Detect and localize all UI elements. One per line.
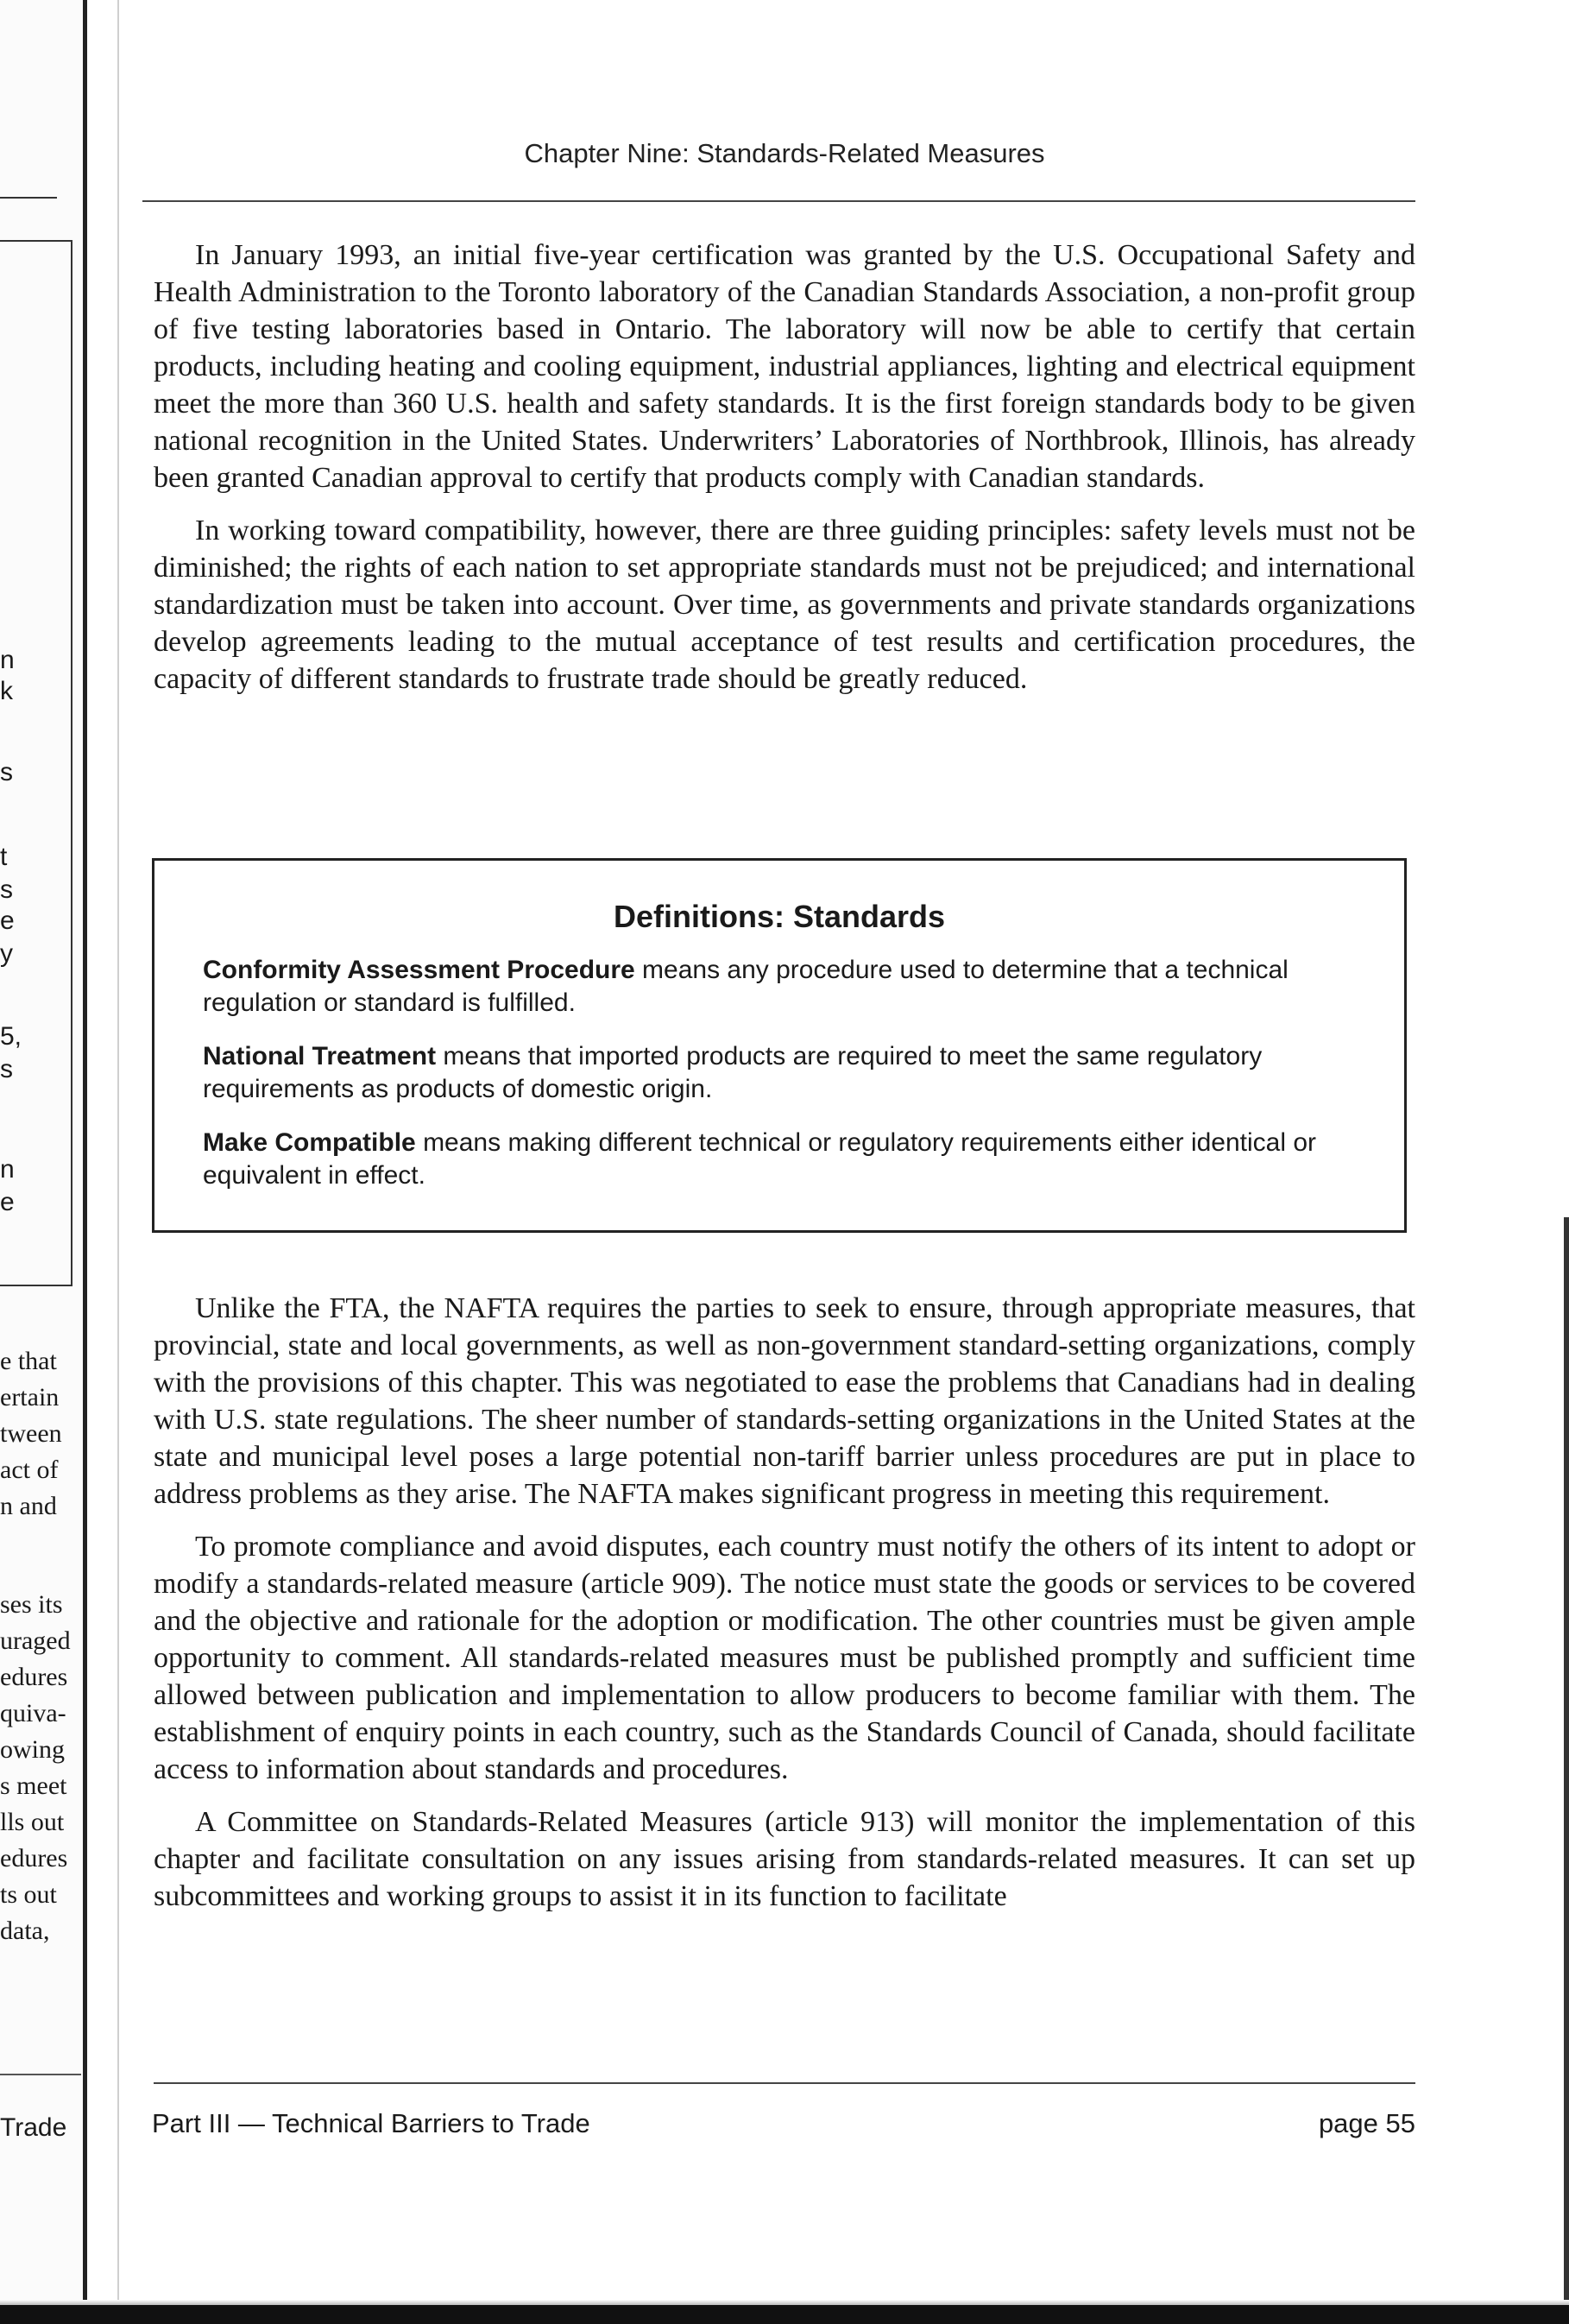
definition-text: means that imported products are required to meet the same regulatory requirements as products of domestic origin. [203, 1042, 1263, 1103]
facing-fragment: lls out [0, 1808, 65, 1836]
facing-page-rule-bottom [0, 2074, 81, 2075]
facing-fragment: s [0, 875, 13, 904]
facing-fragment: t [0, 843, 8, 871]
facing-fragment: tween [0, 1419, 62, 1448]
facing-fragment: ses its [0, 1590, 63, 1619]
facing-fragment: n [0, 646, 15, 674]
paragraph: Unlike the FTA, the NAFTA requires the parties to seek to ensure, through appropriate measures, that provincial, state and local governments, as well as non-government standard-setting organizations, comply with the provisions of this chapter. This was negotiated to ease the problems that Canadians had in dealing with U.S. state regulations. The sheer number of standards-setting organizations in the United States at the state and municipal level poses a large potential non-tariff barrier unless procedures are put in place to address problems as they arise. The NAFTA makes significant progress in meeting this requirement. [154, 1292, 1415, 1510]
facing-fragment: uraged [0, 1626, 71, 1655]
facing-fragment: s meet [0, 1771, 67, 1800]
definition-term: National Treatment [203, 1042, 437, 1070]
facing-fragment: edures [0, 1844, 68, 1872]
definitions-box [152, 858, 1407, 1233]
paragraph: In working toward compatibility, however, there are three guiding principles: safety levels must not be diminished; the rights of each nation to set appropriate standards must not be prejudiced; and international standardization must be taken into account. Over time, as governments and private standards organizations develop agreements leading to the mutual acceptance of test results and certification procedures, the capacity of different standards to frustrate trade should be greatly reduced. [154, 515, 1415, 695]
definition-term: Conformity Assessment Procedure [203, 956, 635, 984]
facing-fragment: ertain [0, 1383, 60, 1411]
facing-fragment: s [0, 758, 13, 786]
facing-fragment: s [0, 1055, 13, 1083]
definition-text: means any procedure used to determine that a technical regulation or standard is fulfilled. [203, 956, 1289, 1017]
facing-fragment: n and [0, 1492, 57, 1520]
definition-item [203, 1127, 1361, 1192]
facing-fragment: quiva- [0, 1699, 66, 1727]
facing-fragment: n [0, 1155, 15, 1184]
facing-fragment: e [0, 1188, 15, 1216]
facing-fragment: data, [0, 1917, 50, 1945]
facing-fragment: Trade [0, 2113, 67, 2142]
facing-fragment: edures [0, 1663, 68, 1691]
facing-fragment: ts out [0, 1880, 57, 1909]
paragraph: A Committee on Standards-Related Measures (article 913) will monitor the implementation of this chapter and facilitate consultation on any issues arising from standards-related measures. It can set up subcommittees and working groups to assist it in its function to facilitate [154, 1806, 1415, 1912]
definition-item [203, 954, 1361, 1020]
facing-fragment: k [0, 677, 13, 705]
facing-fragment: 5, [0, 1022, 22, 1051]
body-text-bottom [154, 1290, 1415, 1915]
paragraph: In January 1993, an initial five-year certification was granted by the U.S. Occupational Safety and Health Administration to the Toronto laboratory of the Canadian Standards Association, a non-profit group of five testing laboratories based in Ontario. The laboratory will now be able to certify that certain products, including heating and cooling equipment, industrial appliances, lighting and electrical equipment meet the more than 360 U.S. health and safety standards. It is the first foreign standards body to be given national recognition in the United States. Underwriters’ Laboratories of Northbrook, Illinois, has already been granted Canadian approval to certify that products comply with Canadian standards. [154, 239, 1415, 494]
facing-fragment: act of [0, 1456, 59, 1484]
body-text-top [154, 237, 1415, 698]
facing-fragment: y [0, 939, 13, 968]
definition-item [203, 1040, 1361, 1106]
page-number: page 55 [1318, 2108, 1415, 2138]
running-footer: Part III — Technical Barriers to Trade [152, 2108, 590, 2138]
definitions-title: Definitions: Standards [613, 899, 946, 934]
facing-fragment: owing [0, 1735, 65, 1764]
header-rule [142, 200, 1415, 202]
definition-text: means making different technical or regulatory requirements either identical or equivalent in effect. [203, 1128, 1317, 1190]
running-header: Chapter Nine: Standards-Related Measures [524, 138, 1045, 168]
paragraph: To promote compliance and avoid disputes, each country must notify the others of its intent to adopt or modify a standards-related measure (article 909). The notice must state the goods or services to be covered and the objective and rationale for the adoption or modification. The other countries must be given ample opportunity to comment. All standards-related measures must be published promptly and sufficient time allowed between publication and implementation to allow producers to become familiar with them. The establishment of enquiry points in each country, such as the Standards Council of Canada, should facilitate access to information about standards and procedures. [154, 1531, 1415, 1785]
facing-fragment: e [0, 906, 15, 935]
footer-rule [154, 2082, 1415, 2084]
scan-edge-right [1564, 1217, 1569, 2305]
facing-page-rule [0, 197, 57, 199]
definition-term: Make Compatible [203, 1128, 416, 1157]
scan-edge-bottom [0, 2305, 1569, 2324]
facing-fragment: e that [0, 1347, 57, 1375]
